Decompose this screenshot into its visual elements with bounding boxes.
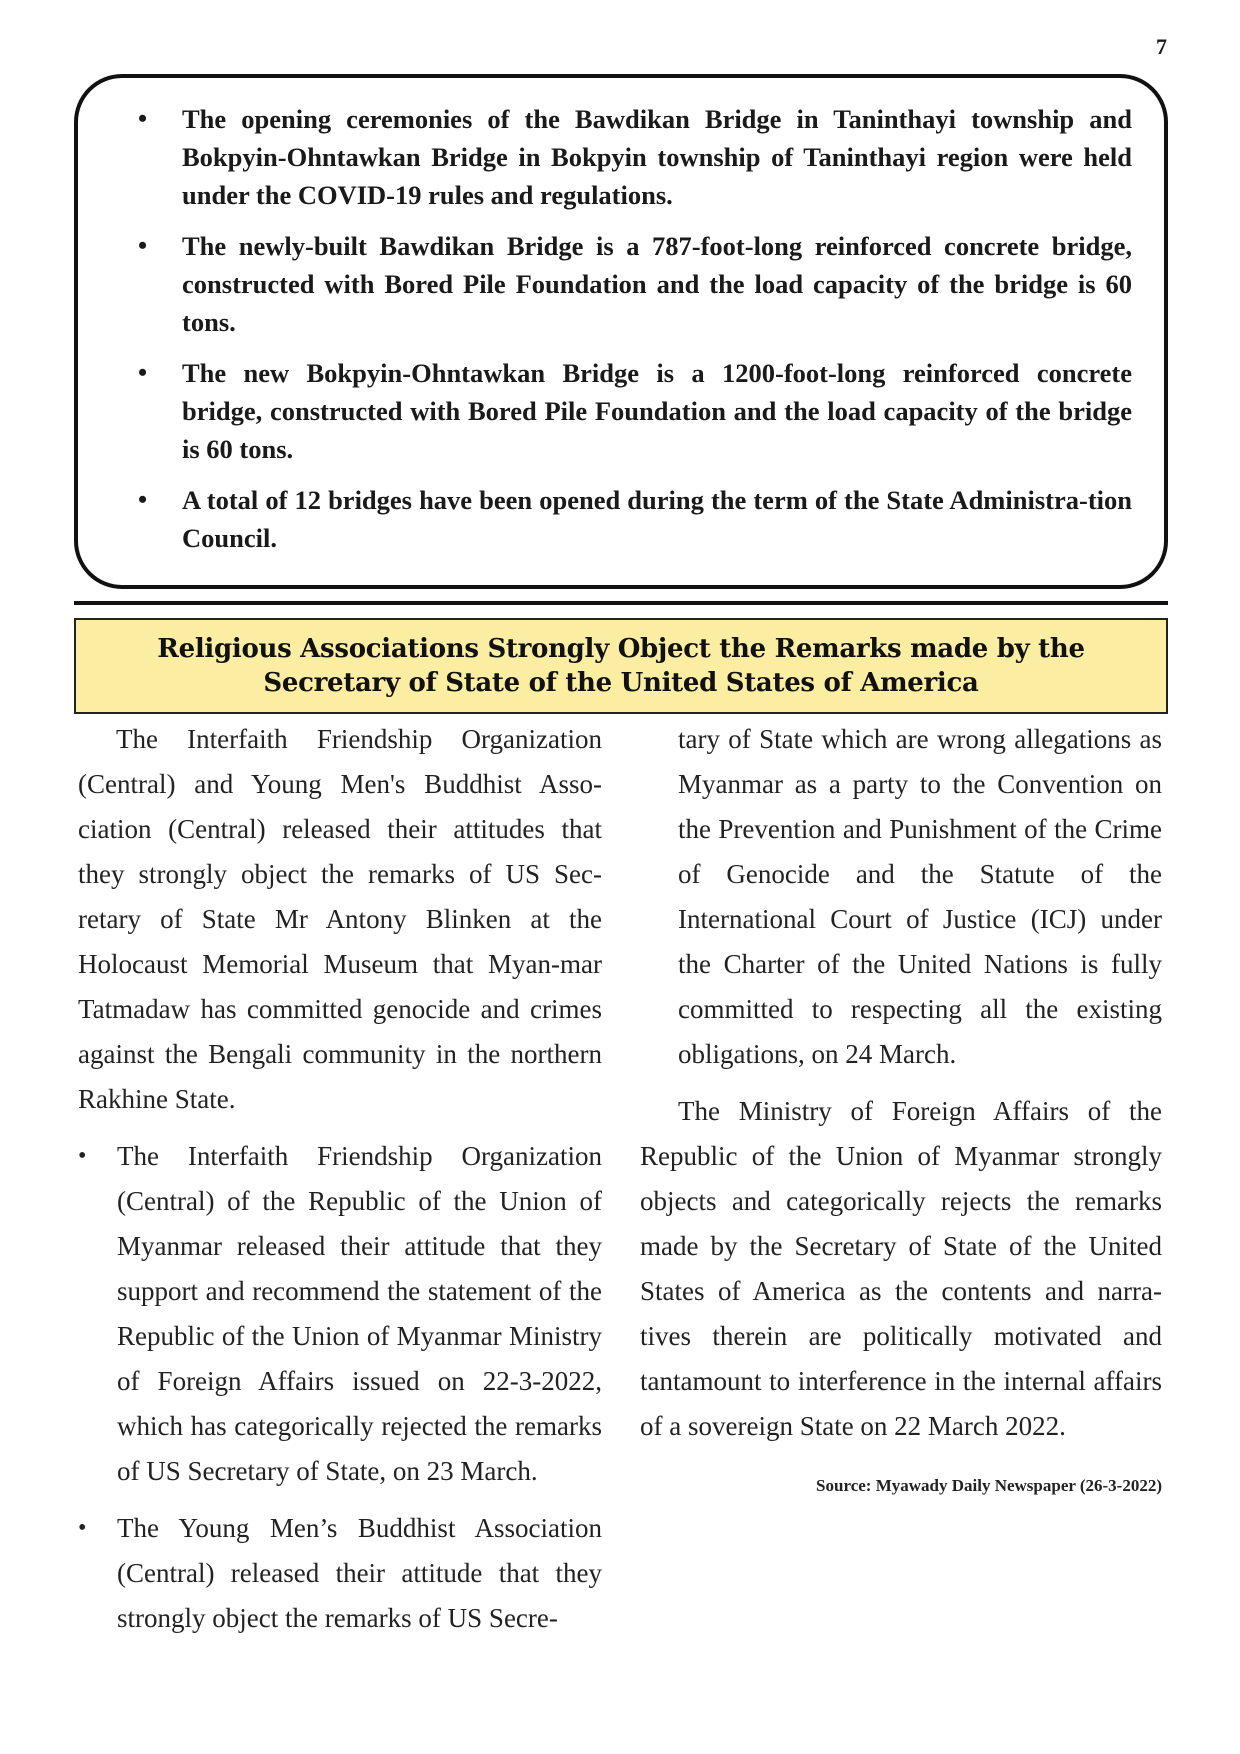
article-bullet-interfaith: • The Interfaith Friendship Organization (Central) of the Republic of the Union of Myanmar released their attitude that they support and recommend the statement of the Republic of the Union of Myanmar Ministry of Foreign Affairs issued on 22-3-2022, which has categorically rejected the remarks of US Secretary of State, on 23 March. — [78, 1134, 602, 1494]
section-divider — [74, 601, 1168, 605]
article-headline: Religious Associations Strongly Object the Remarks made by the Secretary of State of the United States of America — [157, 634, 1085, 698]
article-bullet-ymba-continued: tary of State which are wrong allegations as Myanmar as a party to the Convention on the Prevention and Punishment of the Crime of Genocide and the Statute of the International Court of Justice (ICJ) under the Charter of the United Nations is fully committed to respecting all the existing obligations, on 24 March. — [678, 724, 1162, 1069]
summary-box — [74, 74, 1168, 589]
summary-bullet: • The new Bokpyin-Ohntawkan Bridge is a 1200-foot-long reinforced concrete bridge, constructed with Bored Pile Foundation and the load capacity of the bridge is 60 tons. — [116, 354, 1132, 468]
article-closing-paragraph: The Ministry of Foreign Affairs of the Republic of the Union of Myanmar strongly objects and categorically rejects the remarks made by the Secretary of State of the United States of America as the contents and narra-tives therein are politically motivated and tantamount to interference in the internal affairs of a sovereign State on 22 March 2022. — [640, 1096, 1162, 1441]
article-source: Source: Myawady Daily Newspaper (26-3-2022) — [816, 1476, 1162, 1495]
article-column-right — [640, 717, 1162, 1497]
headline-box — [74, 618, 1168, 714]
article-column-left — [78, 717, 602, 1641]
article-bullet-ymba: • The Young Men’s Buddhist Association (Central) released their attitude that they strongly object the remarks of US Secre- — [78, 1506, 602, 1641]
page-number: 7 — [1156, 34, 1167, 59]
summary-bullet: • The newly-built Bawdikan Bridge is a 787-foot-long reinforced concrete bridge, constructed with Bored Pile Foundation and the load capacity of the bridge is 60 tons. — [116, 227, 1132, 341]
summary-list — [78, 78, 1164, 557]
summary-bullet: • A total of 12 bridges have been opened during the term of the State Administra-tion Council. — [116, 481, 1132, 557]
summary-bullet: • The opening ceremonies of the Bawdikan Bridge in Taninthayi township and Bokpyin-Ohntawkan Bridge in Bokpyin township of Taninthayi region were held under the COVID-19 rules and regulations. — [116, 100, 1132, 214]
article-intro-paragraph: The Interfaith Friendship Organization (Central) and Young Men's Buddhist Asso-ciation (Central) released their attitudes that they strongly object the remarks of US Sec-retary of State Mr Antony Blinken at the Holocaust Memorial Museum that Myan-mar Tatmadaw has committed genocide and crimes against the Bengali community in the northern Rakhine State. — [78, 724, 602, 1114]
